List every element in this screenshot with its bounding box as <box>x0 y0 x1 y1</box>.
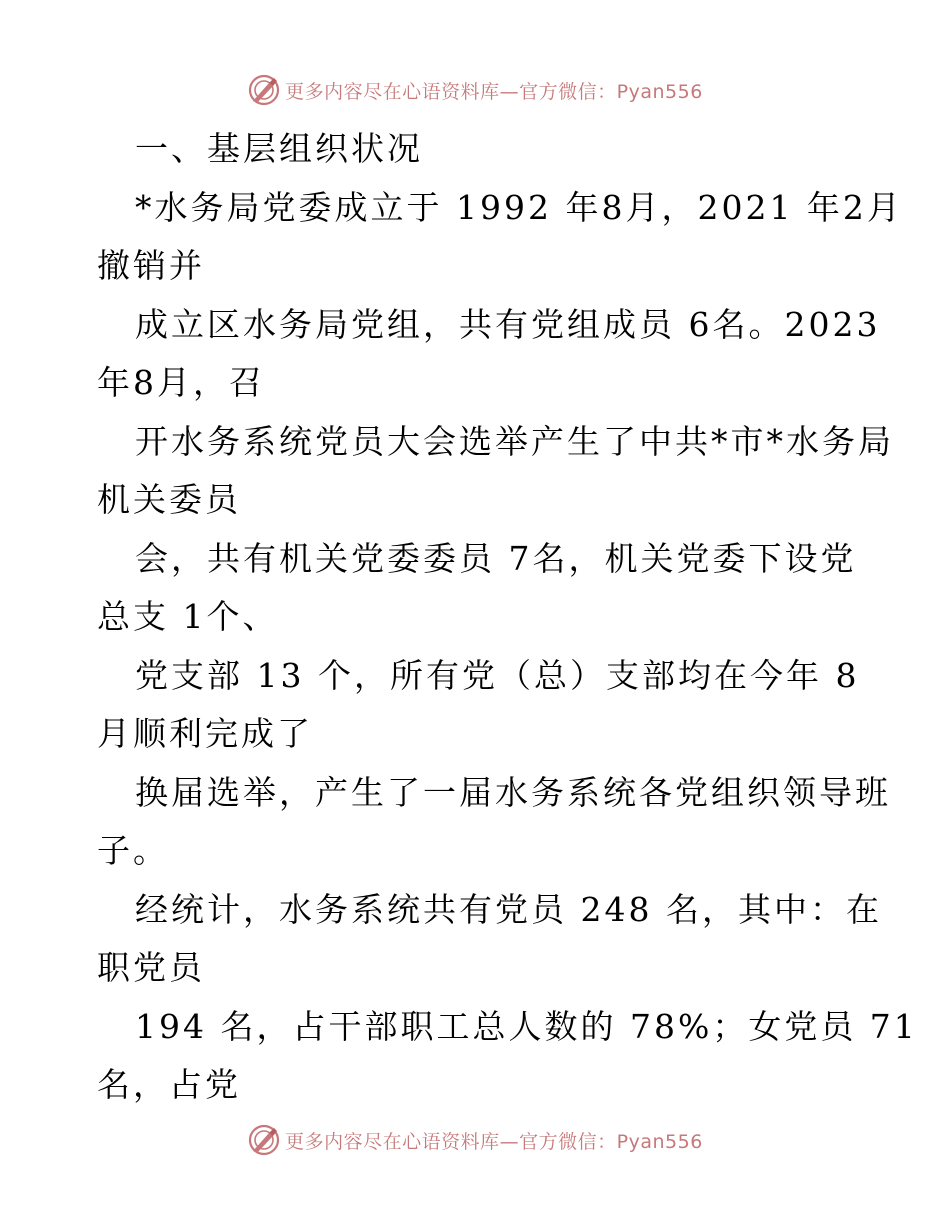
paragraph-line: 撤销并 <box>97 246 205 285</box>
paragraph-line: 会，共有机关党委委员 7名，机关党委下设党 <box>135 538 857 578</box>
paragraph-line: 开水务系统党员大会选举产生了中共*市*水务局 <box>135 421 894 461</box>
paragraph-line: 党支部 13 个，所有党（总）支部均在今年 8 <box>135 655 860 695</box>
paragraph-line: 换届选举，产生了一届水务系统各党组织领导班 <box>135 772 891 812</box>
paragraph-line: 年8月，召 <box>97 363 265 402</box>
paragraph-line: *水务局党委成立于 1992 年8月，2021 年2月 <box>135 187 903 227</box>
pen-logo-icon <box>247 1123 281 1157</box>
pen-logo-icon <box>247 73 281 107</box>
footer-watermark <box>0 1120 950 1160</box>
paragraph-line: 总支 1个、 <box>97 597 279 636</box>
paragraph-line: 成立区水务局党组，共有党组成员 6名。2023 <box>135 304 881 344</box>
header-watermark <box>0 70 950 110</box>
watermark-text: 更多内容尽在心语资料库—官方微信：Pyan556 <box>285 80 703 103</box>
paragraph-line: 194 名，占干部职工总人数的 78%；女党员 71 <box>135 1006 918 1046</box>
paragraph-line: 子。 <box>97 831 169 870</box>
document-body <box>97 120 918 1115</box>
watermark-text: 更多内容尽在心语资料库—官方微信：Pyan556 <box>285 1130 703 1153</box>
paragraph-line: 职党员 <box>97 948 205 987</box>
paragraph-line: 经统计，水务系统共有党员 248 名，其中：在 <box>135 889 882 929</box>
section-heading: 一、基层组织状况 <box>135 129 423 168</box>
paragraph-line: 机关委员 <box>97 480 241 519</box>
paragraph-line: 月顺利完成了 <box>97 714 313 753</box>
paragraph-line: 名，占党 <box>97 1065 241 1104</box>
